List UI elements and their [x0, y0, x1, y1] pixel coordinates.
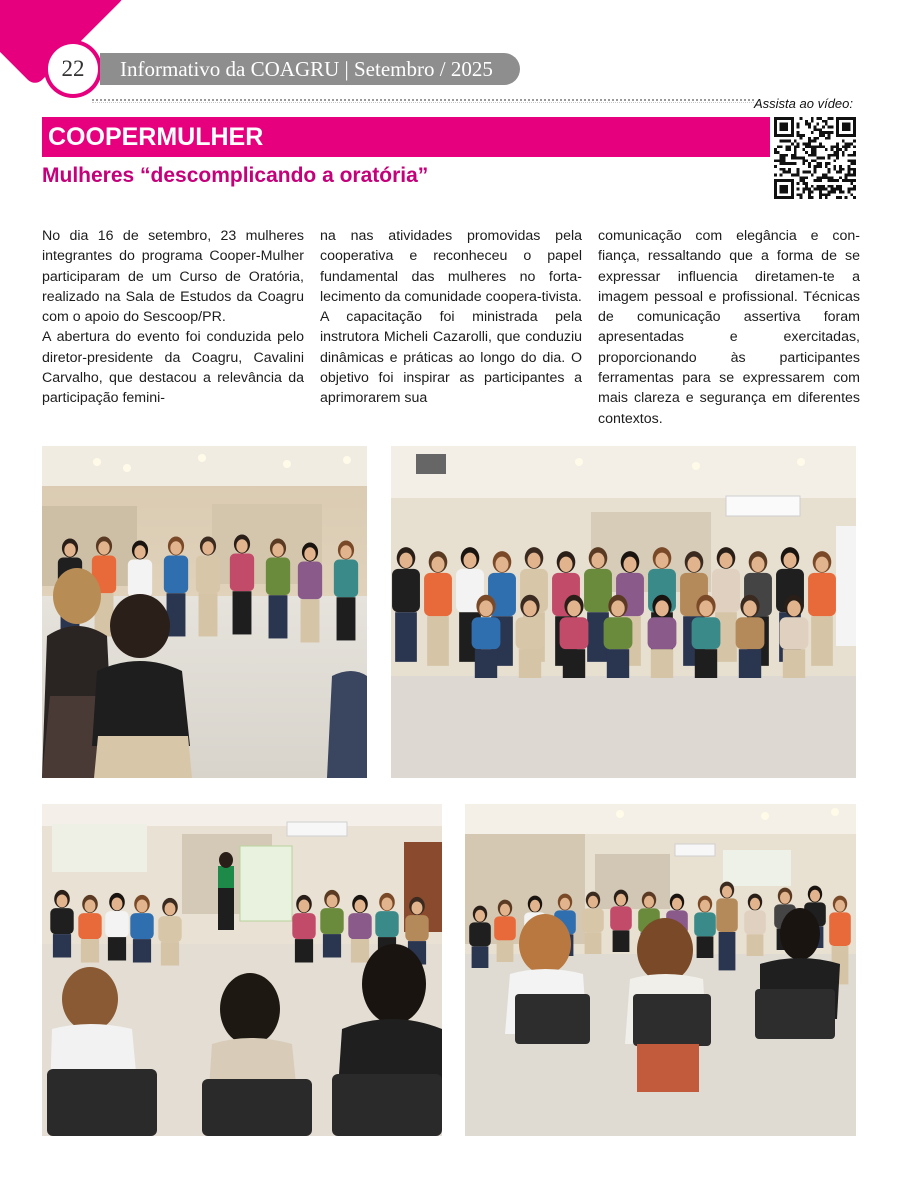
text-column-1	[42, 226, 304, 409]
paragraph: comunicação com elegância e con-fiança, ressaltando que a forma de se expressar influencia diretamen-te a imagem pessoal e profissional. Técnicas de comunicação assertiva foram apresentadas e exercitadas, proporcionando às participantes ferramentas para se expressarem com mais clareza e segurança em diferentes contextos.	[598, 228, 860, 427]
video-label: Assista ao vídeo:	[754, 96, 853, 111]
photo-seated-circle	[465, 804, 856, 1136]
paragraph: No dia 16 de setembro, 23 mulheres integrantes do programa Cooper-Mulher participaram de um Curso de Oratória, realizado na Sala de Estudos da Coagru com o apoio do Sescoop/PR.	[42, 228, 304, 326]
article-body	[42, 226, 860, 436]
paragraph: na nas atividades promovidas pela cooperativa e reconheceu o papel fundamental das mulheres no forta-lecimento da comunidade coopera-tivista.	[320, 228, 582, 305]
photo-group-portrait	[391, 446, 856, 778]
paragraph: A abertura do evento foi conduzida pelo diretor-presidente da Coagru, Cavalini Carvalho, que destacou a relevância da participação femini-	[42, 329, 304, 407]
text-column-2	[320, 226, 582, 409]
paragraph: A capacitação foi ministrada pela instrutora Micheli Cazarolli, que conduziu dinâmicas e práticas ao longo do dia. O objetivo foi inspirar as participantes a aprimorarem sua	[320, 309, 582, 407]
text-column-3	[598, 226, 860, 429]
header-divider	[92, 99, 754, 103]
page-number: 22	[48, 44, 98, 94]
qr-code-icon[interactable]	[774, 117, 856, 199]
section-title: COOPERMULHER	[48, 123, 264, 151]
photo-seated-circle-instructor	[42, 804, 442, 1136]
photo-standing-circle	[42, 446, 367, 778]
article-title: Mulheres “descomplicando a oratória”	[42, 164, 429, 187]
publication-header: Informativo da COAGRU | Setembro / 2025	[100, 53, 520, 85]
